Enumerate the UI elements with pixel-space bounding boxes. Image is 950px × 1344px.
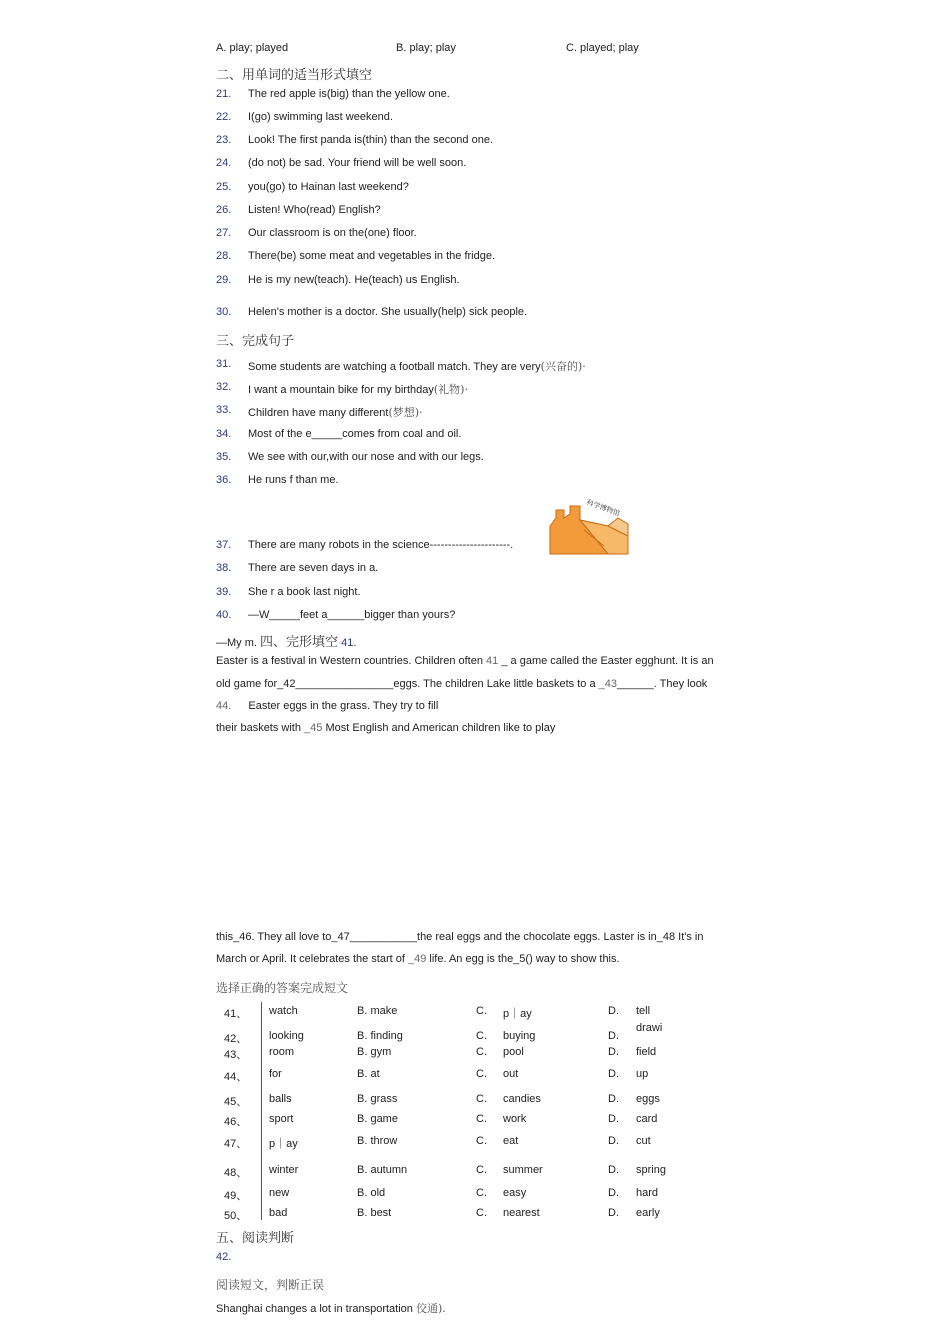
option-number: 50、 [224,1210,248,1222]
question-text [248,381,468,397]
question-sentence: She r a book last night. [248,586,361,598]
passage-text: Easter is a festival in Western countries. Children often [216,655,483,667]
option-c-letter: C. [476,1093,487,1105]
question-text [248,428,461,440]
word-hint: 佼通). [415,1302,446,1315]
passage-line [216,700,438,712]
option-number: 42、 [224,1033,248,1045]
question-sentence: There are many robots in the science----------------------. [248,539,514,551]
question-sentence: —W_____feet a______bigger than yours? [248,609,456,621]
question-number: 25. [216,181,232,193]
passage-text: old game for_42________________eggs. The children Lake little baskets to a [216,678,596,690]
option-b: B. throw [357,1135,398,1147]
question-number: 24. [216,157,232,169]
question-text: Listen! Who(read) English? [248,204,381,216]
option-d: cut [636,1135,651,1147]
option-b: B. finding [357,1030,403,1042]
option-c: summer [503,1164,543,1176]
question-sentence: Some students are watching a football match. They are very [248,361,541,373]
option-c-letter: C. [476,1135,487,1147]
option-b: B. grass [357,1093,398,1105]
question-number: 29. [216,274,232,286]
question-number: 27. [216,227,232,239]
question-number: 32. [216,381,232,393]
option-number: 43、 [224,1049,248,1061]
option-number: 41、 [224,1008,248,1020]
option-d: hard [636,1187,659,1199]
question-number: 36. [216,474,232,486]
option-b: B. old [357,1187,386,1199]
option-a: room [269,1046,295,1058]
question-text [248,609,455,621]
passage-text: a game called the Easter egghunt. It is an [510,655,714,667]
option-a: balls [269,1093,292,1105]
question-sentence: Children have many different [248,407,389,419]
option-b: B. at [357,1068,380,1080]
option-a: p｜ay [269,1138,298,1150]
option-a: bad [269,1207,288,1219]
option-c-letter: C. [476,1068,487,1080]
option-d-letter: D. [608,1187,619,1199]
museum-label: 科学博物馆 [585,498,621,518]
passage-line: Easter is a festival in Western countries. Children often 41 _ a game called the Easter egghunt. It is an [216,655,714,667]
option-d-letter: D. [608,1135,619,1147]
passage-text: Easter eggs in the grass. They try to fill [248,700,439,712]
question-number: 21. [216,88,232,100]
passage-line: this_46. They all love to_47___________the real eggs and the chocolate eggs. Laster is in_48 It's in [216,931,704,943]
cloze-instruction: 选择正确的答案完成短文 [216,981,349,995]
section5-number: 42. [216,1251,232,1263]
question-text [248,404,423,420]
question-number: 38. [216,562,232,574]
option-number: 46、 [224,1116,248,1128]
option-number: 49、 [224,1190,248,1202]
word-hint: (礼物)· [433,383,468,396]
blank-number: _49 [407,953,427,965]
question-text [248,474,339,486]
option-d: tell [636,1005,651,1017]
option-d: early [636,1207,660,1219]
word-hint: (梦想)· [388,406,423,419]
blank-number: 41 [486,655,499,667]
passage-text: Most English and American children like to play [325,722,556,734]
section3-title: 三、完成句子 [216,334,295,349]
option-a: watch [269,1005,298,1017]
option-c: C. played; play [566,42,639,54]
question-number: 40. [216,609,232,621]
option-d: up [636,1068,649,1080]
blank-number: _45 [304,722,323,734]
question-text [248,358,586,374]
question-number: 35. [216,451,232,463]
option-c-letter: C. [476,1113,487,1125]
option-d-letter: D. [608,1046,619,1058]
question-text [248,451,484,463]
question-number: 34. [216,428,232,440]
option-a: for [269,1068,282,1080]
option-number: 47、 [224,1138,248,1150]
option-c: out [503,1068,519,1080]
passage-text: life. An egg is the_5() way to show this. [429,953,620,965]
option-c: work [503,1113,527,1125]
question-text [248,562,378,574]
word-hint: (兴奋的)· [540,360,586,373]
passage-text: March or April. It celebrates the start of [216,953,405,965]
question-number: 30. [216,306,232,318]
option-a: looking [269,1030,304,1042]
option-a: sport [269,1113,294,1125]
table-divider [261,1002,262,1220]
question-text: you(go) to Hainan last weekend? [248,181,409,193]
option-number: 44、 [224,1071,248,1083]
question-text: There(be) some meat and vegetables in the fridge. [248,250,496,262]
question-number: 39. [216,586,232,598]
question-text [248,586,361,598]
section2-title: 二、用单词的适当形式填空 [216,68,373,83]
option-d-letter: D. [608,1113,619,1125]
option-c-letter: C. [476,1046,487,1058]
question-sentence: I want a mountain bike for my birthday [248,384,434,396]
option-c: candies [503,1093,541,1105]
section4-number: 41. [341,637,357,649]
question-text: Look! The first panda is(thin) than the second one. [248,134,494,146]
option-b: B. game [357,1113,398,1125]
question-sentence: There are seven days in a. [248,562,379,574]
question-sentence: He runs f than me. [248,474,339,486]
section5-title: 五、阅读判断 [216,1231,295,1246]
option-d-letter: D. [608,1005,619,1017]
reading-line [216,1300,446,1316]
option-c: nearest [503,1207,540,1219]
question-text: Our classroom is on the(one) floor. [248,227,417,239]
question-text: (do not) be sad. Your friend will be well soon. [248,157,467,169]
option-number: 45、 [224,1096,248,1108]
option-d-letter: D. [608,1068,619,1080]
option-d: drawi [636,1022,663,1034]
option-c-letter: C. [476,1187,487,1199]
question-text: I(go) swimming last weekend. [248,111,393,123]
option-a: new [269,1187,290,1199]
option-c: easy [503,1187,527,1199]
option-c: pool [503,1046,524,1058]
option-b: B. make [357,1005,398,1017]
option-a: A. play; played [216,42,289,54]
question-sentence: Most of the e_____comes from coal and oil. [248,428,462,440]
option-b: B. gym [357,1046,392,1058]
blank-number: 44. [216,700,232,712]
option-number: 48、 [224,1167,248,1179]
passage-line [216,953,620,965]
passage-text: Shanghai changes a lot in transportation [216,1303,413,1315]
option-c: eat [503,1135,519,1147]
option-d-letter: D. [608,1093,619,1105]
option-d: field [636,1046,657,1058]
dialog-lead-text: —My m. [216,637,257,649]
option-d: spring [636,1164,666,1176]
option-c: p｜ay [503,1008,532,1020]
question-text: He is my new(teach). He(teach) us English. [248,274,460,286]
option-b: B. autumn [357,1164,408,1176]
blank-number: _43 [598,678,617,690]
reading-instruction: 阅读短文，判断正误 [216,1278,325,1292]
section4-title: 四、完形填空 [260,635,339,650]
dialog-lead [216,631,356,650]
option-c: buying [503,1030,536,1042]
option-c-letter: C. [476,1164,487,1176]
passage-line [216,722,555,734]
option-c-letter: C. [476,1207,487,1219]
question-number: 23. [216,134,232,146]
question-text: Helen's mother is a doctor. She usually(help) sick people. [248,306,528,318]
science-museum-image [548,496,632,556]
option-d: card [636,1113,658,1125]
question-number: 37. [216,539,232,551]
question-number: 28. [216,250,232,262]
option-d-letter: D. [608,1164,619,1176]
option-c-letter: C. [476,1030,487,1042]
passage-text: their baskets with [216,722,301,734]
passage-text: ______. They look [617,678,708,690]
question-number: 22. [216,111,232,123]
question-number: 33. [216,404,232,416]
question-sentence: We see with our,with our nose and with our legs. [248,451,484,463]
question-text: The red apple is(big) than the yellow one. [248,88,450,100]
option-a: winter [269,1164,299,1176]
question-text [248,539,513,551]
question-number: 26. [216,204,232,216]
question-number: 31. [216,358,232,370]
option-d-letter: D. [608,1030,619,1042]
option-b: B. best [357,1207,392,1219]
option-b: B. play; play [396,42,456,54]
passage-line [216,678,707,690]
option-c-letter: C. [476,1005,487,1017]
option-d: eggs [636,1093,660,1105]
option-d-letter: D. [608,1207,619,1219]
